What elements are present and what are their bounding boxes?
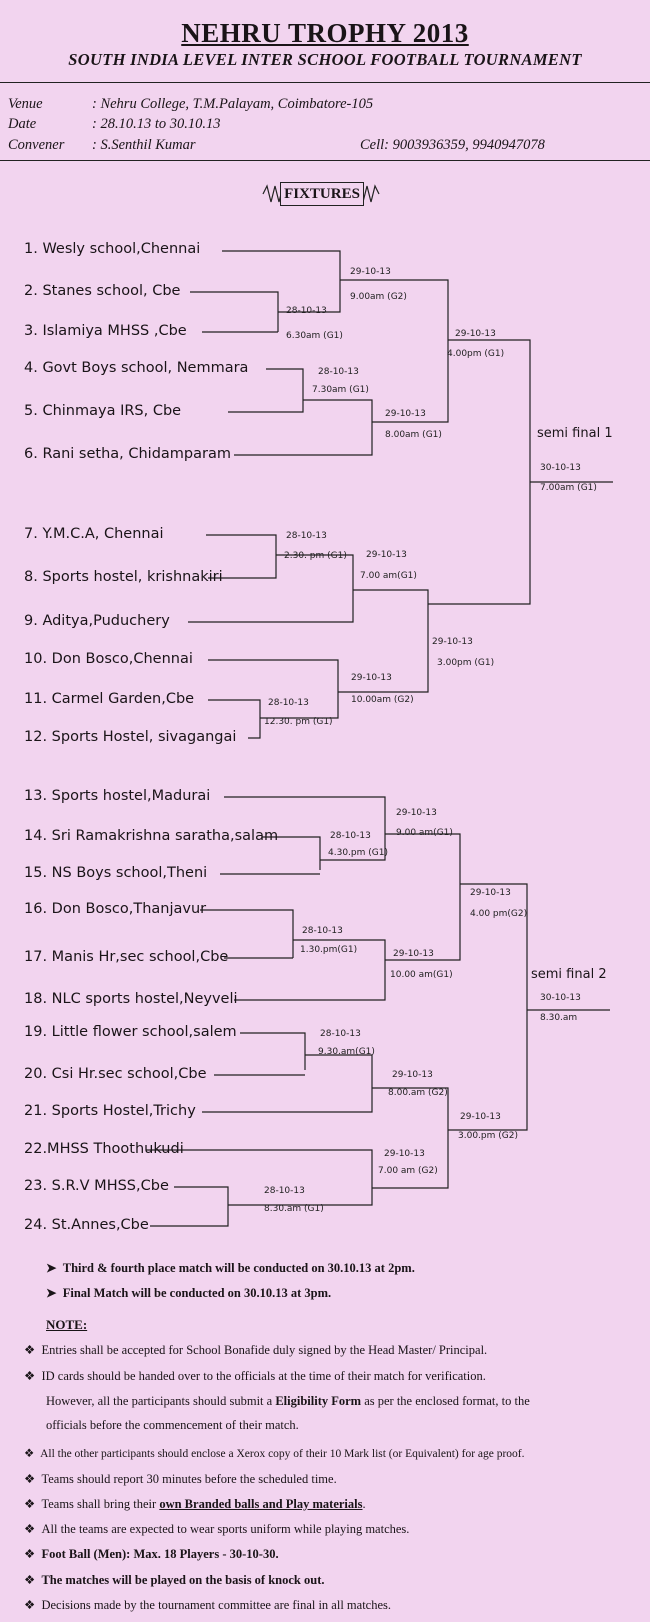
fixtures-heading: FIXTURES bbox=[280, 182, 364, 206]
team-entry: 11. Carmel Garden,Cbe bbox=[24, 691, 195, 707]
match-date: 29-10-13 bbox=[460, 1112, 501, 1122]
team-entry: 8. Sports hostel, krishnakiri bbox=[24, 569, 223, 585]
match-date: 30-10-13 bbox=[540, 993, 581, 1003]
match-date: 28-10-13 bbox=[264, 1186, 305, 1196]
page-title: NEHRU TROPHY 2013 bbox=[181, 18, 469, 48]
match-time: 10.00 am(G1) bbox=[390, 970, 453, 980]
diamond-bullet-icon: ❖ bbox=[24, 1598, 36, 1612]
match-date: 30-10-13 bbox=[540, 463, 581, 473]
diamond-bullet-icon: ❖ bbox=[24, 1472, 36, 1486]
team-entry: 1. Wesly school,Chennai bbox=[24, 241, 201, 257]
team-entry: 4. Govt Boys school, Nemmara bbox=[24, 360, 249, 376]
team-entry: 13. Sports hostel,Madurai bbox=[24, 788, 211, 804]
arrow-bullet-icon: ➤ bbox=[46, 1286, 57, 1300]
page-subtitle: SOUTH INDIA LEVEL INTER SCHOOL FOOTBALL TOURNAMENT bbox=[68, 50, 582, 69]
team-entry: 9. Aditya,Puduchery bbox=[24, 613, 170, 629]
venue-label: Venue bbox=[8, 96, 43, 112]
match-date: 28-10-13 bbox=[302, 926, 343, 936]
team-entry: 10. Don Bosco,Chennai bbox=[24, 651, 193, 667]
note-item: ❖ All the other participants should enclose a Xerox copy of their 10 Mark list (or Equivalent) for age proof. bbox=[24, 1448, 525, 1460]
note-item: ❖ Decisions made by the tournament committee are final in all matches. bbox=[24, 1598, 392, 1612]
diamond-bullet-icon: ❖ bbox=[24, 1522, 36, 1536]
arrow-bullet-icon: ➤ bbox=[46, 1261, 57, 1275]
diamond-bullet-icon: ❖ bbox=[24, 1573, 36, 1587]
note-item: ❖ ID cards should be handed over to the officials at the time of their match for verification. bbox=[24, 1369, 486, 1383]
match-date: 29-10-13 bbox=[455, 329, 496, 339]
match-time: 4.30.pm (G1) bbox=[328, 848, 388, 858]
diamond-bullet-icon: ❖ bbox=[24, 1547, 36, 1561]
convener-value: : S.Senthil Kumar bbox=[92, 137, 196, 153]
final-match-note: ➤ Final Match will be conducted on 30.10.13 at 3pm. bbox=[46, 1286, 332, 1300]
match-time: 9.00am (G2) bbox=[350, 292, 407, 302]
match-date: 29-10-13 bbox=[366, 550, 407, 560]
match-time: 12.30. pm (G1) bbox=[264, 717, 333, 727]
venue-value: : Nehru College, T.M.Palayam, Coimbatore-105 bbox=[92, 96, 374, 112]
semi-final-2-label: semi final 2 bbox=[531, 967, 607, 982]
team-entry: 24. St.Annes,Cbe bbox=[24, 1217, 149, 1233]
date-label: Date bbox=[8, 116, 37, 132]
team-entry: 14. Sri Ramakrishna saratha,salam bbox=[24, 828, 279, 844]
convener-cell: Cell: 9003936359, 9940947078 bbox=[360, 137, 545, 153]
semi-final-1-label: semi final 1 bbox=[537, 426, 613, 441]
match-time: 8.30.am bbox=[540, 1013, 578, 1023]
note-item-continued: However, all the participants should submit a Eligibility Form as per the enclosed format, to the bbox=[46, 1394, 530, 1408]
match-time: 1.30.pm(G1) bbox=[300, 945, 358, 955]
note-heading: NOTE: bbox=[46, 1317, 88, 1332]
note-item: ❖ Foot Ball (Men): Max. 18 Players - 30-10-30. bbox=[24, 1547, 279, 1561]
match-time: 6.30am (G1) bbox=[286, 331, 343, 341]
third-place-note: ➤ Third & fourth place match will be conducted on 30.10.13 at 2pm. bbox=[46, 1261, 415, 1275]
team-entry: 19. Little flower school,salem bbox=[24, 1024, 237, 1040]
diamond-bullet-icon: ❖ bbox=[24, 1448, 35, 1460]
note-item: ❖ Entries shall be accepted for School Bonafide duly signed by the Head Master/ Principal. bbox=[24, 1343, 488, 1357]
match-time: 2.30. pm (G1) bbox=[284, 551, 347, 561]
match-date: 29-10-13 bbox=[396, 808, 437, 818]
match-time: 7.00 am(G1) bbox=[360, 571, 417, 581]
diamond-bullet-icon: ❖ bbox=[24, 1497, 36, 1511]
team-entry: 18. NLC sports hostel,Neyveli bbox=[24, 991, 238, 1007]
match-date: 28-10-13 bbox=[286, 306, 327, 316]
convener-label: Convener bbox=[8, 137, 65, 153]
match-time: 7.00 am (G2) bbox=[378, 1166, 438, 1176]
match-time: 9.30.am(G1) bbox=[318, 1047, 375, 1057]
team-entry: 16. Don Bosco,Thanjavur bbox=[24, 901, 207, 917]
match-date: 29-10-13 bbox=[392, 1070, 433, 1080]
match-time: 8.00am (G1) bbox=[385, 430, 442, 440]
match-time: 10.00am (G2) bbox=[351, 695, 414, 705]
date-value: : 28.10.13 to 30.10.13 bbox=[92, 116, 221, 132]
team-entry: 15. NS Boys school,Theni bbox=[24, 865, 208, 881]
match-date: 29-10-13 bbox=[393, 949, 434, 959]
team-entry: 17. Manis Hr,sec school,Cbe bbox=[24, 949, 229, 965]
team-entry: 5. Chinmaya IRS, Cbe bbox=[24, 403, 182, 419]
team-entry: 21. Sports Hostel,Trichy bbox=[24, 1103, 196, 1119]
team-entry: 22.MHSS Thoothukudi bbox=[24, 1141, 184, 1157]
note-item: ❖ Teams shall bring their own Branded balls and Play materials. bbox=[24, 1497, 366, 1511]
match-date: 29-10-13 bbox=[432, 637, 473, 647]
match-date: 29-10-13 bbox=[385, 409, 426, 419]
match-date: 29-10-13 bbox=[470, 888, 511, 898]
match-date: 28-10-13 bbox=[268, 698, 309, 708]
team-entry: 23. S.R.V MHSS,Cbe bbox=[24, 1178, 169, 1194]
diamond-bullet-icon: ❖ bbox=[24, 1369, 36, 1383]
match-date: 28-10-13 bbox=[286, 531, 327, 541]
match-time: 8.00.am (G2) bbox=[388, 1088, 448, 1098]
match-time: 4.00 pm(G2) bbox=[470, 909, 528, 919]
match-date: 28-10-13 bbox=[330, 831, 371, 841]
note-item-continued: officials before the commencement of their match. bbox=[46, 1418, 299, 1432]
note-item: ❖ The matches will be played on the basis of knock out. bbox=[24, 1573, 325, 1587]
team-entry: 7. Y.M.C.A, Chennai bbox=[24, 526, 164, 542]
team-entry: 6. Rani setha, Chidamparam bbox=[24, 446, 231, 462]
match-time: 8.30.am (G1) bbox=[264, 1204, 324, 1214]
note-item: ❖ Teams should report 30 minutes before the scheduled time. bbox=[24, 1472, 337, 1486]
note-item: ❖ All the teams are expected to wear sports uniform while playing matches. bbox=[24, 1522, 410, 1536]
match-time: 3.00pm (G1) bbox=[437, 658, 495, 668]
match-time: 7.30am (G1) bbox=[312, 385, 369, 395]
match-date: 29-10-13 bbox=[384, 1149, 425, 1159]
match-time: 4.00pm (G1) bbox=[447, 349, 505, 359]
match-date: 28-10-13 bbox=[318, 367, 359, 377]
match-date: 28-10-13 bbox=[320, 1029, 361, 1039]
match-date: 29-10-13 bbox=[351, 673, 392, 683]
team-entry: 12. Sports Hostel, sivagangai bbox=[24, 729, 237, 745]
match-time: 7.00am (G1) bbox=[540, 483, 597, 493]
match-date: 29-10-13 bbox=[350, 267, 391, 277]
match-time: 3.00.pm (G2) bbox=[458, 1131, 518, 1141]
match-time: 9.00 am(G1) bbox=[396, 828, 453, 838]
team-entry: 20. Csi Hr.sec school,Cbe bbox=[24, 1066, 207, 1082]
team-entry: 3. Islamiya MHSS ,Cbe bbox=[24, 323, 187, 339]
diamond-bullet-icon: ❖ bbox=[24, 1343, 36, 1357]
team-entry: 2. Stanes school, Cbe bbox=[24, 283, 181, 299]
